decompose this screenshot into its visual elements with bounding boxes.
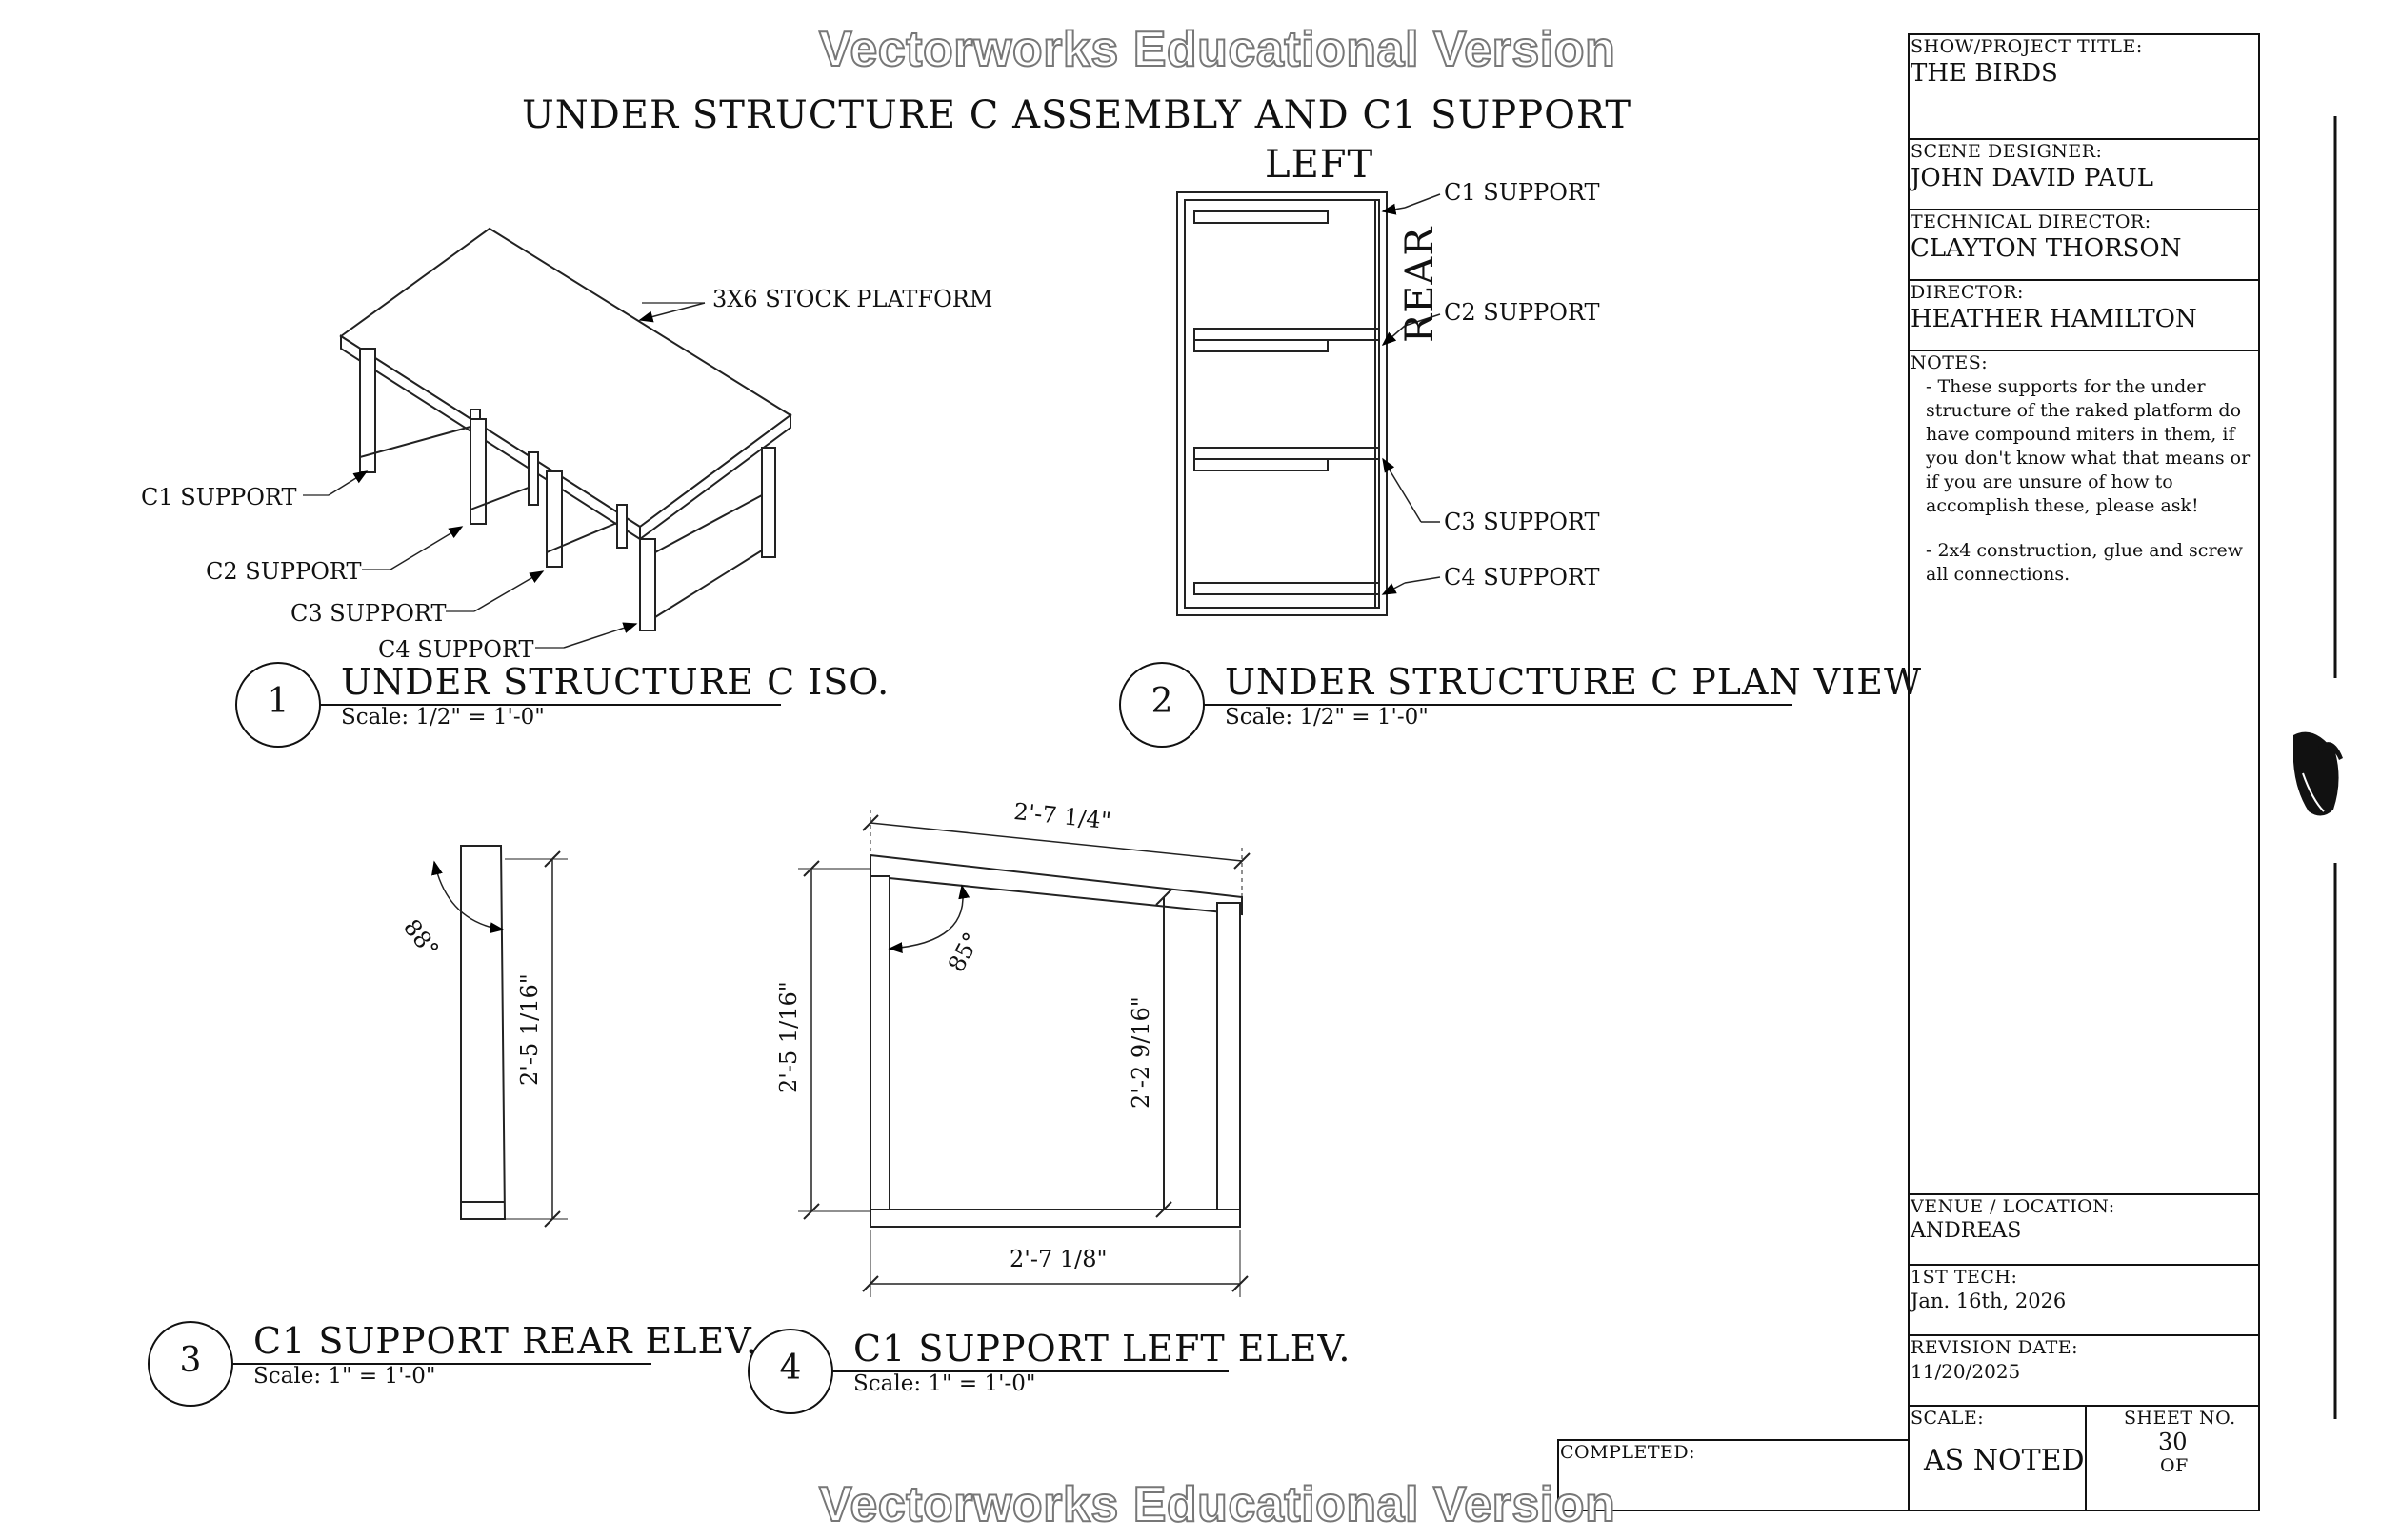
- tb-scale-value: AS NOTED: [1924, 1444, 2085, 1477]
- view-1-number: 1: [267, 682, 290, 721]
- left-elev-drawing: [798, 810, 1250, 1297]
- bird-logo-icon: [2293, 732, 2343, 816]
- tb-tech-label: 1ST TECH:: [1911, 1267, 2018, 1288]
- tb-designer-label: SCENE DESIGNER:: [1911, 141, 2103, 162]
- tb-tech-value: Jan. 16th, 2026: [1911, 1290, 2067, 1312]
- plan-label-left: LEFT: [1265, 143, 1374, 187]
- watermark-bottom: Vectorworks Educational Version: [819, 1477, 1616, 1532]
- tb-td-label: TECHNICAL DIRECTOR:: [1911, 211, 2151, 232]
- plan-label-c2: C2 SUPPORT: [1444, 299, 1600, 326]
- tb-sheet-number: 30: [2158, 1429, 2188, 1455]
- left-elev-angle: 85°: [943, 928, 986, 977]
- tb-revision-value: 11/20/2025: [1911, 1360, 2021, 1383]
- left-elev-bottom-width: 2'-7 1/8": [1010, 1246, 1108, 1272]
- tb-venue-label: VENUE / LOCATION:: [1911, 1196, 2115, 1217]
- iso-label-c2: C2 SUPPORT: [206, 558, 362, 585]
- rear-elev-angle: 88°: [397, 914, 445, 963]
- view-4-title: C1 SUPPORT LEFT ELEV.: [853, 1328, 1351, 1370]
- iso-label-platform: 3X6 STOCK PLATFORM: [712, 286, 993, 312]
- iso-label-c3: C3 SUPPORT: [290, 600, 447, 627]
- iso-label-c1: C1 SUPPORT: [141, 484, 297, 510]
- view-2-scale: Scale: 1/2" = 1'-0": [1225, 705, 1429, 730]
- tb-td-value: CLAYTON THORSON: [1911, 234, 2182, 263]
- view-callouts: [149, 663, 1792, 1413]
- tb-notes-2: - 2x4 construction, glue and screw all connections.: [1926, 540, 2244, 585]
- tb-director-value: HEATHER HAMILTON: [1911, 305, 2197, 333]
- tb-revision-label: REVISION DATE:: [1911, 1337, 2079, 1358]
- plan-label-c4: C4 SUPPORT: [1444, 564, 1600, 590]
- iso-label-c4: C4 SUPPORT: [378, 636, 534, 663]
- tb-director-label: DIRECTOR:: [1911, 282, 2024, 303]
- view-4-scale: Scale: 1" = 1'-0": [853, 1371, 1036, 1396]
- tb-scale-label: SCALE:: [1911, 1408, 1985, 1429]
- tb-sheet-of: OF: [2160, 1455, 2189, 1476]
- plan-label-c1: C1 SUPPORT: [1444, 179, 1600, 206]
- view-1-title: UNDER STRUCTURE C ISO.: [341, 661, 890, 703]
- tb-notes-label: NOTES:: [1911, 352, 1989, 373]
- view-3-scale: Scale: 1" = 1'-0": [253, 1364, 436, 1389]
- rear-elev-height: 2'-5 1/16": [516, 973, 543, 1086]
- watermark-top: Vectorworks Educational Version: [819, 22, 1616, 77]
- tb-notes-1: - These supports for the under structure of the raked platform do have compound miters in them, if you don't know what that means or if you are unsure of how to accomplish these, please ask!: [1926, 376, 2251, 516]
- tb-venue-value: ANDREAS: [1911, 1219, 2022, 1243]
- view-2-number: 2: [1150, 682, 1173, 721]
- view-2-title: UNDER STRUCTURE C PLAN VIEW: [1225, 661, 1923, 703]
- plan-label-rear: REAR: [1398, 226, 1442, 343]
- tb-show-label: SHOW/PROJECT TITLE:: [1911, 36, 2143, 57]
- tb-sheet-label: SHEET NO.: [2124, 1408, 2236, 1429]
- tb-show-value: THE BIRDS: [1911, 59, 2058, 88]
- left-elev-top-width: 2'-7 1/4": [1012, 798, 1113, 835]
- view-3-title: C1 SUPPORT REAR ELEV.: [253, 1320, 759, 1362]
- view-4-number: 4: [779, 1349, 802, 1388]
- plan-label-c3: C3 SUPPORT: [1444, 509, 1600, 535]
- left-elev-left-height: 2'-5 1/16": [775, 981, 802, 1093]
- view-1-scale: Scale: 1/2" = 1'-0": [341, 705, 545, 730]
- left-elev-right-height: 2'-2 9/16": [1128, 996, 1154, 1109]
- view-3-number: 3: [179, 1341, 202, 1380]
- tb-completed-label: COMPLETED:: [1560, 1442, 1696, 1463]
- sheet-title: UNDER STRUCTURE C ASSEMBLY AND C1 SUPPORT: [522, 93, 1632, 137]
- tb-designer-value: JOHN DAVID PAUL: [1911, 164, 2153, 192]
- rear-elev-drawing: [434, 846, 568, 1227]
